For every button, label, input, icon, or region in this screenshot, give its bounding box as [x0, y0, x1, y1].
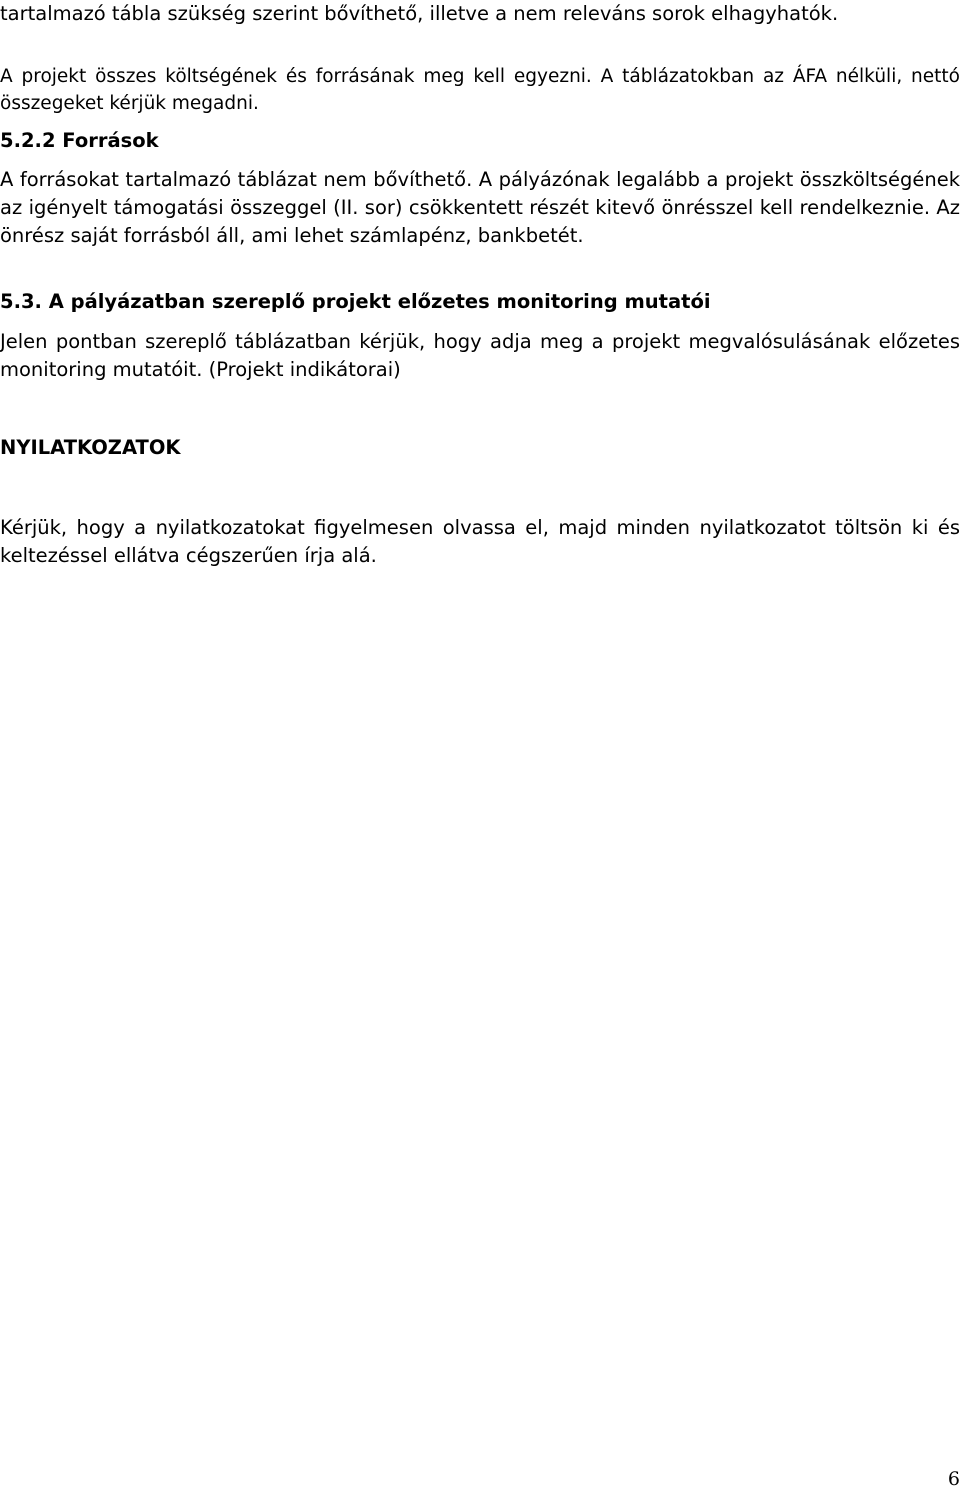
- paragraph-declarations: Kérjük, hogy a nyilatkozatokat figyelmesen olvassa el, majd minden nyilatkozatot töltsön ki és keltezéssel ellátva cégszerűen írja alá.: [0, 516, 960, 567]
- paragraph-sources: A forrásokat tartalmazó táblázat nem bővíthető. A pályázónak legalább a projekt összköltségének az igényelt támogatási összeggel (II. sor) csökkentett részét kitevő önrésszel kell rendelkeznie. Az önrész saját forrásból áll, ami lehet számlapénz, bankbetét.: [0, 168, 960, 247]
- heading-monitoring: 5.3. A pályázatban szereplő projekt előzetes monitoring mutatói: [0, 290, 711, 313]
- paragraph-table-continuation: tartalmazó tábla szükség szerint bővíthető, illetve a nem releváns sorok elhagyhatók.: [0, 2, 839, 25]
- heading-declarations: NYILATKOZATOK: [0, 436, 181, 459]
- paragraph-total-cost: A projekt összes költségének és forrásának meg kell egyezni. A táblázatokban az ÁFA nélküli, nettó összegeket kérjük megadni.: [0, 66, 960, 114]
- paragraph-monitoring: Jelen pontban szereplő táblázatban kérjük, hogy adja meg a projekt megvalósulásának előzetes monitoring mutatóit. (Projekt indikátorai): [0, 330, 960, 381]
- heading-sources: 5.2.2 Források: [0, 129, 159, 152]
- page-number: 6: [947, 1468, 960, 1490]
